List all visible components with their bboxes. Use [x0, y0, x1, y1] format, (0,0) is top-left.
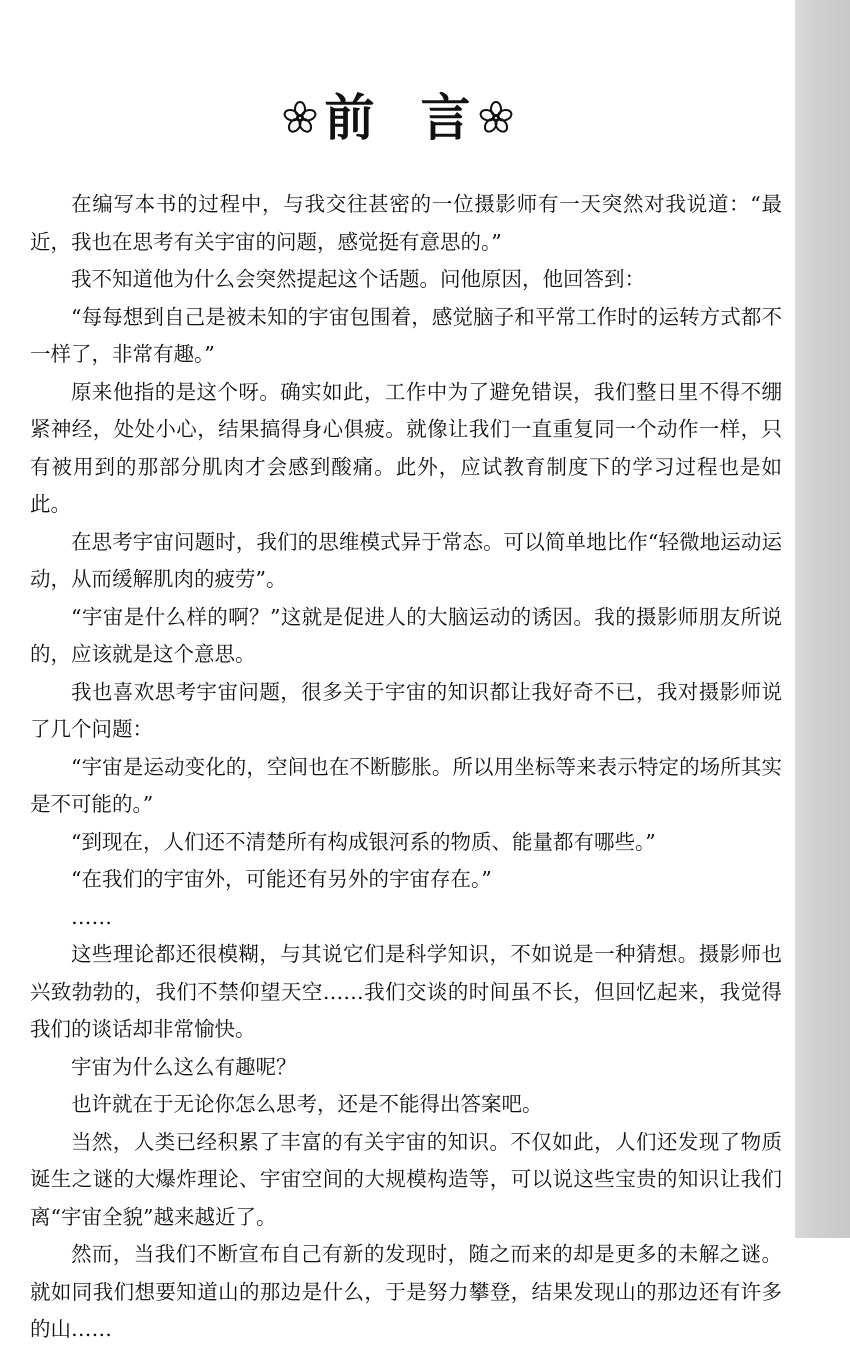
paragraph: 我也喜欢思考宇宙问题，很多关于宇宙的知识都让我好奇不已，我对摄影师说了几个问题：	[30, 679, 782, 741]
paragraph: 在编写本书的过程中，与我交往甚密的一位摄影师有一天突然对我说道：“最近，我也在思考有关宇宙的问题，感觉挺有意思的。”	[30, 192, 782, 254]
title-char-2: 言	[420, 89, 471, 147]
paragraph: 当然，人类已经积累了丰富的有关宇宙的知识。不仅如此，人们还发现了物质诞生之谜的大爆炸理论、宇宙空间的大规模构造等，可以说这些宝贵的知识让我们离“宇宙全貌”越来越近了。	[30, 1129, 782, 1229]
paragraph: “宇宙是什么样的啊？”这就是促进人的大脑运动的诱因。我的摄影师朋友所说的，应该就是这个意思。	[30, 604, 782, 666]
paragraph: 宇宙为什么这么有趣呢？	[71, 1054, 297, 1079]
paragraph: 我不知道他为什么会突然提起这个话题。问他原因，他回答到：	[71, 267, 645, 291]
paragraph: “宇宙是运动变化的，空间也在不断膨胀。所以用坐标等来表示特定的场所其实是不可能的。”	[30, 754, 782, 816]
title-text	[325, 82, 471, 154]
paragraph: ……	[71, 904, 112, 929]
paragraph: 然而，当我们不断宣布自己有新的发现时，随之而来的却是更多的未解之谜。就如同我们想要知道山的那边是什么，于是努力攀登，结果发现山的那边还有许多的山……	[30, 1242, 782, 1341]
page-title	[0, 82, 795, 154]
paragraph: 在思考宇宙问题时，我们的思维模式异于常态。可以简单地比作“轻微地运动运动，从而缓解肌肉的疲劳”。	[30, 529, 782, 591]
paragraph: “在我们的宇宙外，可能还有另外的宇宙存在。”	[71, 867, 492, 891]
paragraph: “到现在，人们还不清楚所有构成银河系的物质、能量都有哪些。”	[71, 829, 656, 854]
title-char-1: 前	[324, 89, 375, 147]
body-text	[30, 186, 782, 1349]
flower-ornament-icon	[283, 101, 317, 135]
paragraph: 也许就在于无论你怎么思考，还是不能得出答案吧。	[71, 1092, 543, 1116]
paragraph: 原来他指的是这个呀。确实如此，工作中为了避免错误，我们整日里不得不绷紧神经，处处小心，结果搞得身心俱疲。就像让我们一直重复同一个动作一样，只有被用到的那部分肌肉才会感到酸痛。此外，应试教育制度下的学习过程也是如此。	[30, 379, 782, 516]
paragraph: 这些理论都还很模糊，与其说它们是科学知识，不如说是一种猜想。摄影师也兴致勃勃的，我们不禁仰望天空……我们交谈的时间虽不长，但回忆起来，我觉得我们的谈话却非常愉快。	[30, 942, 782, 1041]
flower-ornament-icon	[479, 101, 513, 135]
paragraph: “每每想到自己是被未知的宇宙包围着，感觉脑子和平常工作时的运转方式都不一样了，非常有趣。”	[30, 304, 782, 366]
scan-margin	[795, 0, 850, 1238]
